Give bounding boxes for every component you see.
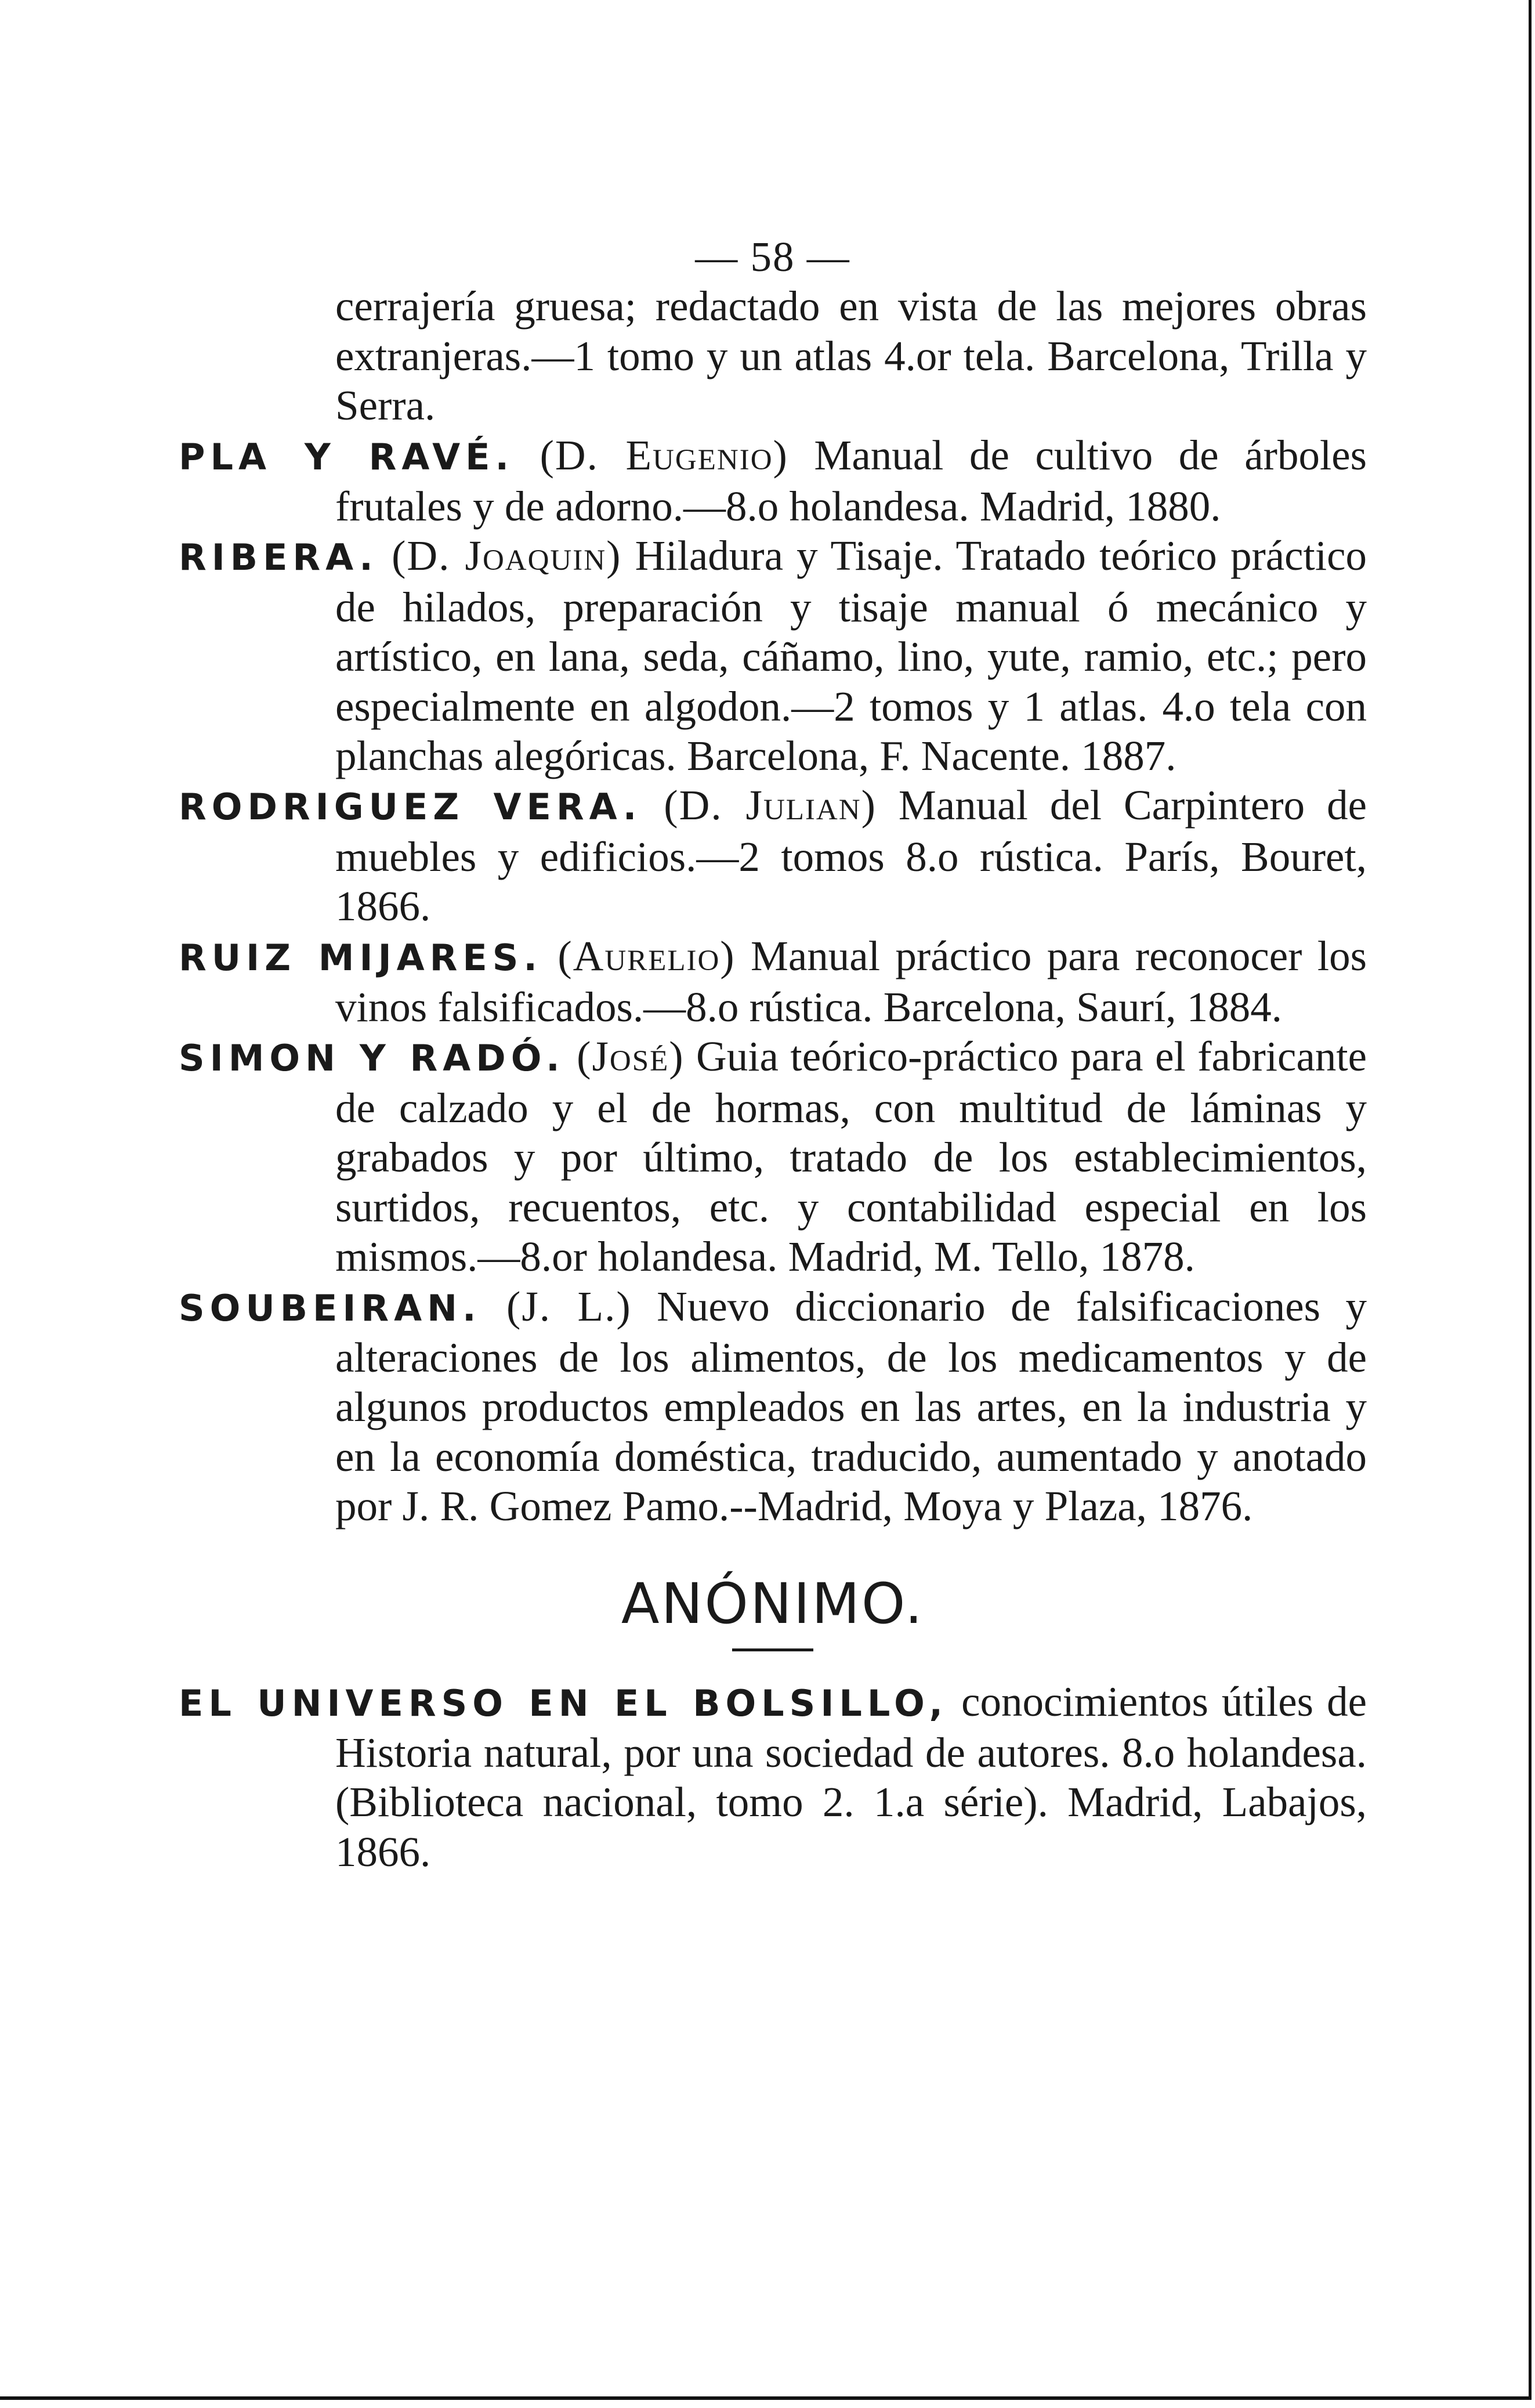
entry-author: SOUBEIRAN. [179, 1286, 482, 1329]
entry-given-name: (J. L.) [506, 1282, 632, 1330]
entry-title: EL UNIVERSO EN EL BOLSILLO, [179, 1682, 948, 1724]
entry-text: Manual del Carpintero de muebles y edificios.—2 tomos 8.o rústica. París, Bouret, 1866. [335, 782, 1367, 930]
entry-author: RODRIGUEZ VERA. [179, 786, 642, 829]
bibliography-entry [179, 531, 1367, 780]
entry-given-name: (D. Joaquin) [392, 532, 622, 580]
entry-author: RIBERA. [179, 536, 378, 579]
entry-text: Nuevo diccionario de falsificaciones y alteraciones de los alimentos, de los medicamentos y de algunos productos empleados en las artes, en la industria y en la economía doméstica, traducido, aumentado y anotado por J. R. Gomez Pamo.--Madrid, Moya y Plaza, 1876. [335, 1282, 1367, 1530]
section-divider [732, 1648, 813, 1651]
entry-given-name: (Aurelio) [557, 932, 736, 979]
bibliography-entry [179, 931, 1367, 1032]
section-heading: ANÓNIMO. [621, 1571, 925, 1636]
entry-author: PLA Y RAVÉ. [179, 435, 515, 478]
bibliography-entry [179, 1282, 1367, 1531]
entry-text: Manual práctico para reconocer los vinos falsificados.—8.o rústica. Barcelona, Saurí, 1884. [335, 932, 1367, 1031]
bibliography-entry [179, 780, 1367, 931]
entry-given-name: (D. Eugenio) [540, 431, 788, 479]
anonymous-entry [179, 1677, 1367, 1877]
page-number: — 58 — [695, 233, 850, 280]
entry-text: Manual de cultivo de árboles frutales y de adorno.—8.o holandesa. Madrid, 1880. [335, 431, 1367, 530]
bibliography-entry [179, 1032, 1367, 1281]
entry-given-name: (José) [577, 1033, 685, 1080]
page-text-block [179, 232, 1367, 1876]
entry-given-name: (D. Julian) [664, 782, 877, 829]
bibliography-entry [179, 431, 1367, 532]
entry-author: RUIZ MIJARES. [179, 936, 542, 979]
continued-entry [179, 281, 1367, 430]
entry-text: Guia teórico-práctico para el fabricante de calzado y el de hormas, con multitud de láminas y grabados y por último, tratado de los establecimientos, surtidos, recuentos, etc. y contabilidad especial en los mismos.—8.or holandesa. Madrid, M. Tello, 1878. [335, 1033, 1367, 1281]
continued-entry-text: cerrajería gruesa; redactado en vista de las mejores obras extranjeras.—1 tomo y un atlas 4.or tela. Barcelona, Trilla y Serra. [335, 283, 1367, 429]
entry-text: Hiladura y Tisaje. Tratado teórico práctico de hilados, preparación y tisaje manual ó mecánico y artístico, en lana, seda, cáñamo, lino, yute, ramio, etc.; pero especialmente en algodon.—2 tomos y 1 atlas. 4.o tela con planchas alegóricas. Barcelona, F. Nacente. 1887. [335, 532, 1367, 780]
entry-text: conocimientos útiles de Historia natural, por una sociedad de autores. 8.o holandesa. (Biblioteca nacional, tomo 2. 1.a série). Madrid, Labajos, 1866. [335, 1677, 1367, 1875]
entry-author: SIMON Y RADÓ. [179, 1037, 565, 1080]
